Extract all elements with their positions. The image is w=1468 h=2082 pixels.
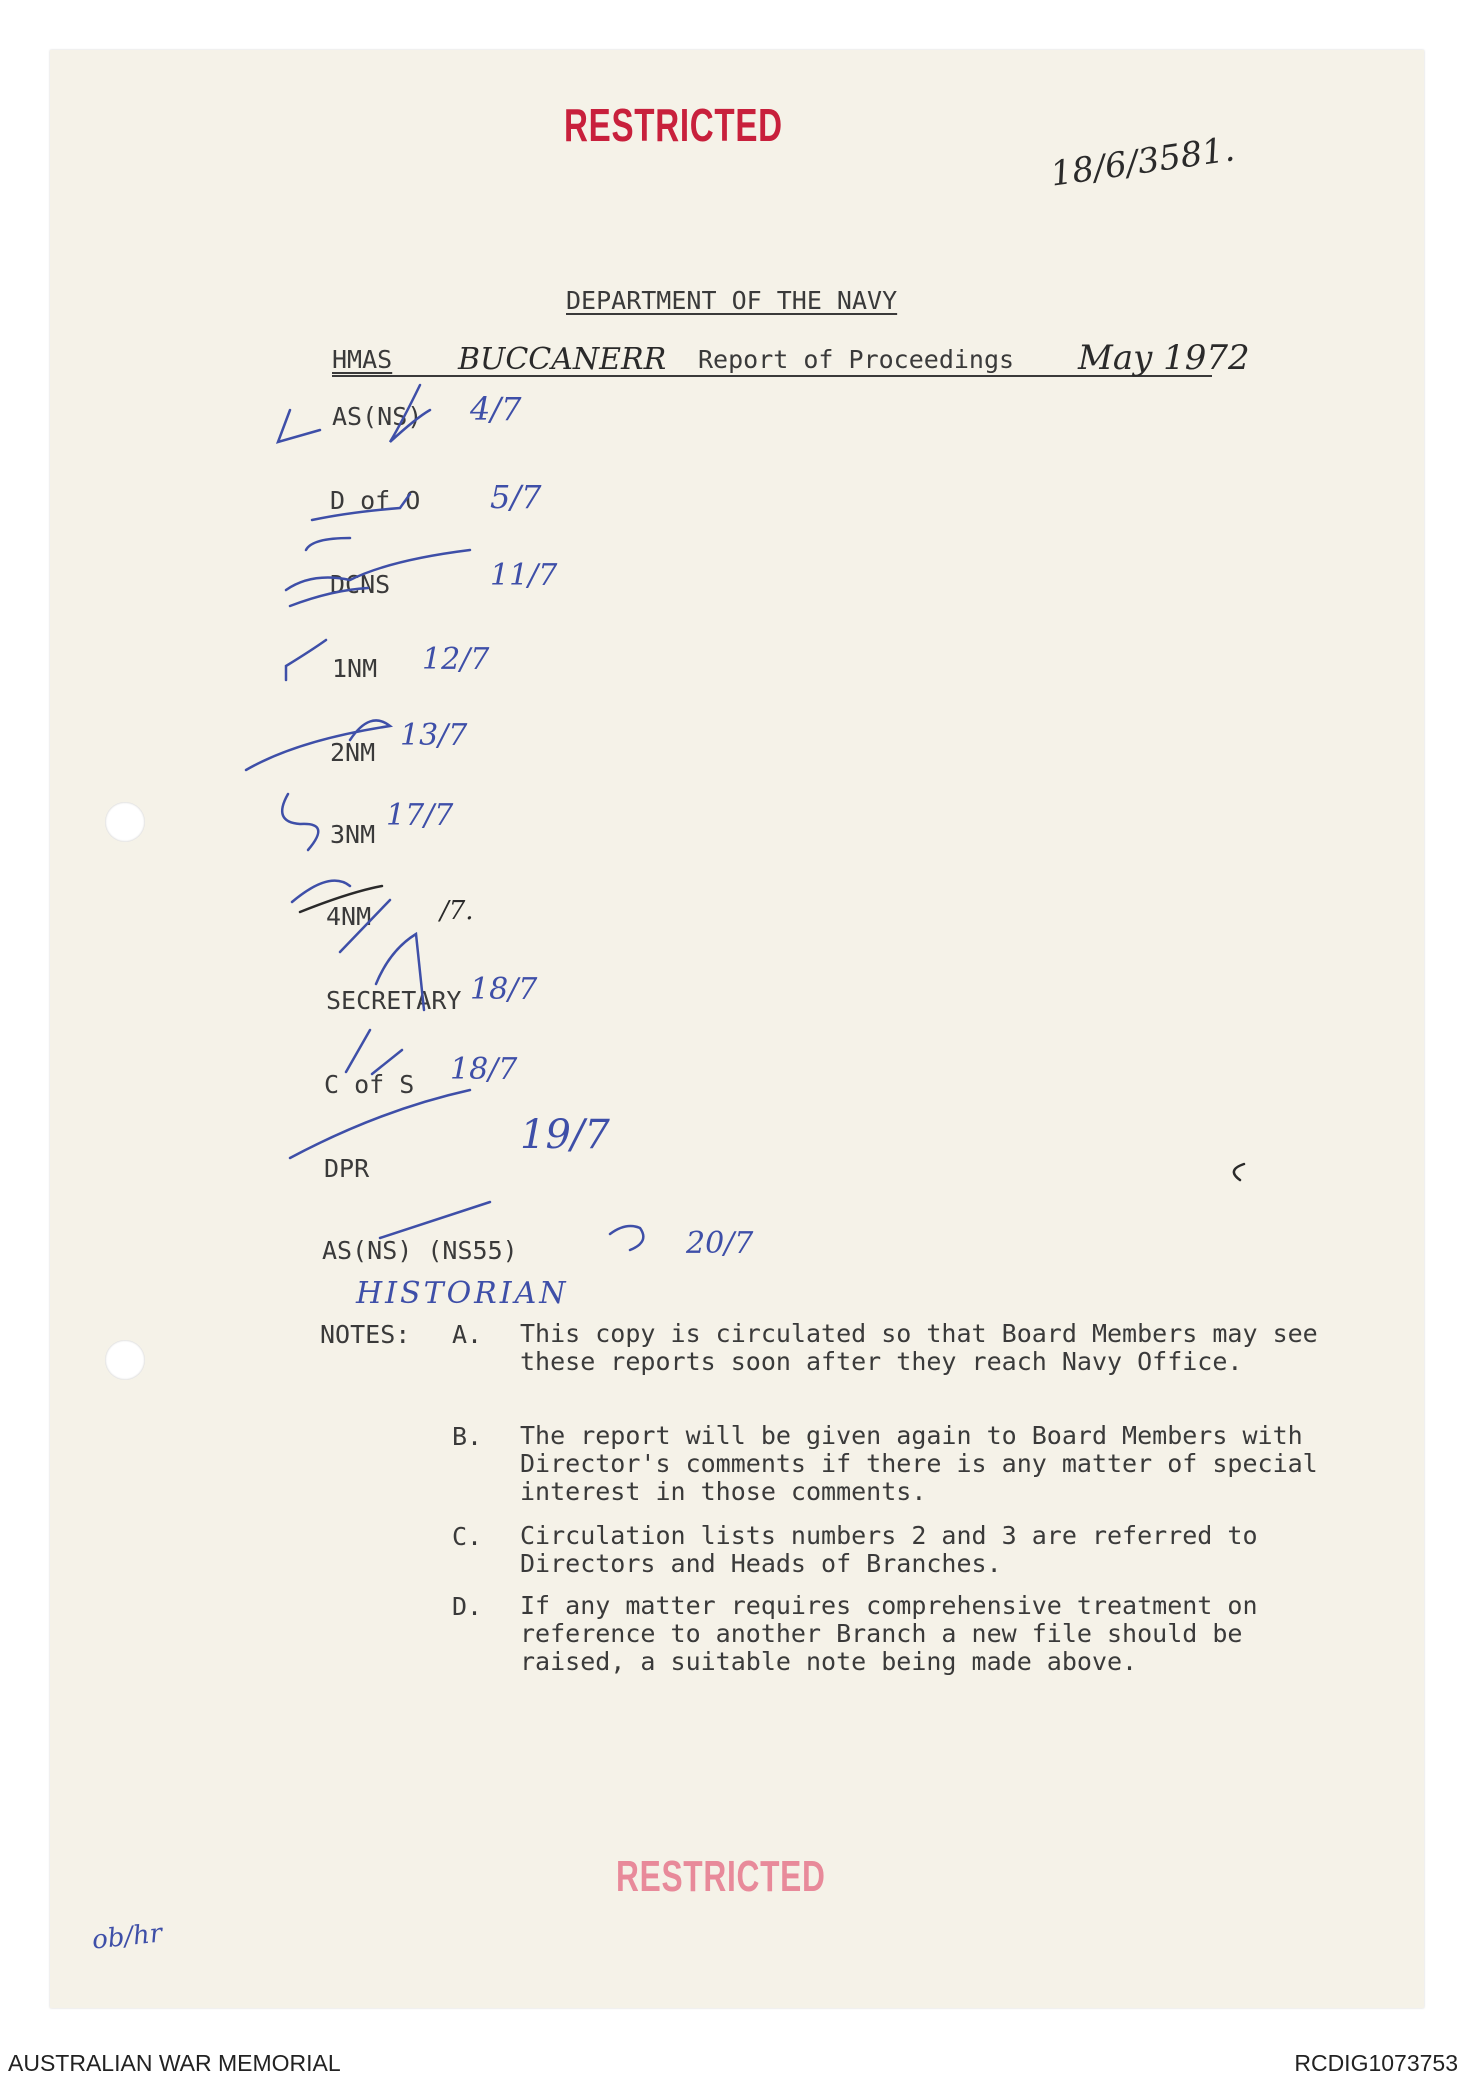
footer-credit: AUSTRALIAN WAR MEMORIAL — [8, 2050, 341, 2076]
note-letter: C. — [452, 1522, 483, 1551]
circulation-label: DCNS — [330, 570, 391, 599]
ship-name-handwritten: BUCCANERR — [458, 342, 667, 377]
circulation-label: SECRETARY — [326, 986, 462, 1015]
note-text: The report will be given again to Board Members with Director's comments if there is any matter of special interest in those comments. — [520, 1421, 1318, 1506]
handwriting-strokes — [50, 50, 1424, 2008]
circulation-label: DPR — [324, 1154, 370, 1183]
circulation-annotation: 13/7 — [400, 718, 468, 753]
circulation-annotation: /7. — [440, 896, 474, 926]
circulation-annotation: 12/7 — [422, 642, 490, 677]
circulation-annotation: 18/7 — [450, 1052, 518, 1087]
subject-prefix: HMAS — [332, 345, 393, 374]
restricted-stamp-top: RESTRICTED — [564, 99, 783, 151]
file-reference: 18/6/3581. — [1048, 129, 1238, 195]
page-title: DEPARTMENT OF THE NAVY — [566, 286, 898, 315]
circulation-annotation: 5/7 — [490, 478, 542, 516]
period-handwritten: May 1972 — [1078, 338, 1250, 378]
circulation-label: 3NM — [330, 820, 376, 849]
note-letter: D. — [452, 1592, 483, 1621]
note-letter: A. — [452, 1320, 483, 1349]
note-letter: B. — [452, 1422, 483, 1451]
circulation-label: 1NM — [332, 654, 378, 683]
historian-note: HISTORIAN — [356, 1276, 569, 1311]
note-text: Circulation lists numbers 2 and 3 are referred to Directors and Heads of Branches. — [520, 1521, 1258, 1578]
circulation-label: D of O — [330, 486, 421, 515]
circulation-label: 2NM — [330, 738, 376, 767]
circulation-annotation: 19/7 — [520, 1112, 610, 1158]
restricted-stamp-bottom: RESTRICTED — [616, 1852, 826, 1901]
circulation-annotation: 18/7 — [470, 972, 538, 1007]
footer-identifier: RCDIG1073753 — [1294, 2050, 1458, 2076]
note-text: If any matter requires comprehensive treatment on reference to another Branch a new file should be raised, a suitable note being made above. — [520, 1591, 1258, 1676]
circulation-label: 4NM — [326, 902, 372, 931]
report-label: Report of Proceedings — [698, 345, 1015, 374]
circulation-annotation: 17/7 — [386, 798, 454, 833]
circulation-annotation: 11/7 — [490, 558, 558, 593]
circulation-label: AS(NS) — [332, 402, 423, 431]
notes-heading: NOTES: — [320, 1320, 411, 1349]
circulation-annotation: 20/7 — [686, 1226, 754, 1261]
circulation-label: AS(NS) (NS55) — [322, 1236, 518, 1265]
circulation-label: C of S — [324, 1070, 415, 1099]
note-text: This copy is circulated so that Board Members may see these reports soon after they reach Navy Office. — [520, 1319, 1318, 1376]
document-page — [50, 50, 1424, 2008]
corner-initials: ob/hr — [90, 1918, 164, 1956]
circulation-annotation: 4/7 — [470, 390, 522, 428]
